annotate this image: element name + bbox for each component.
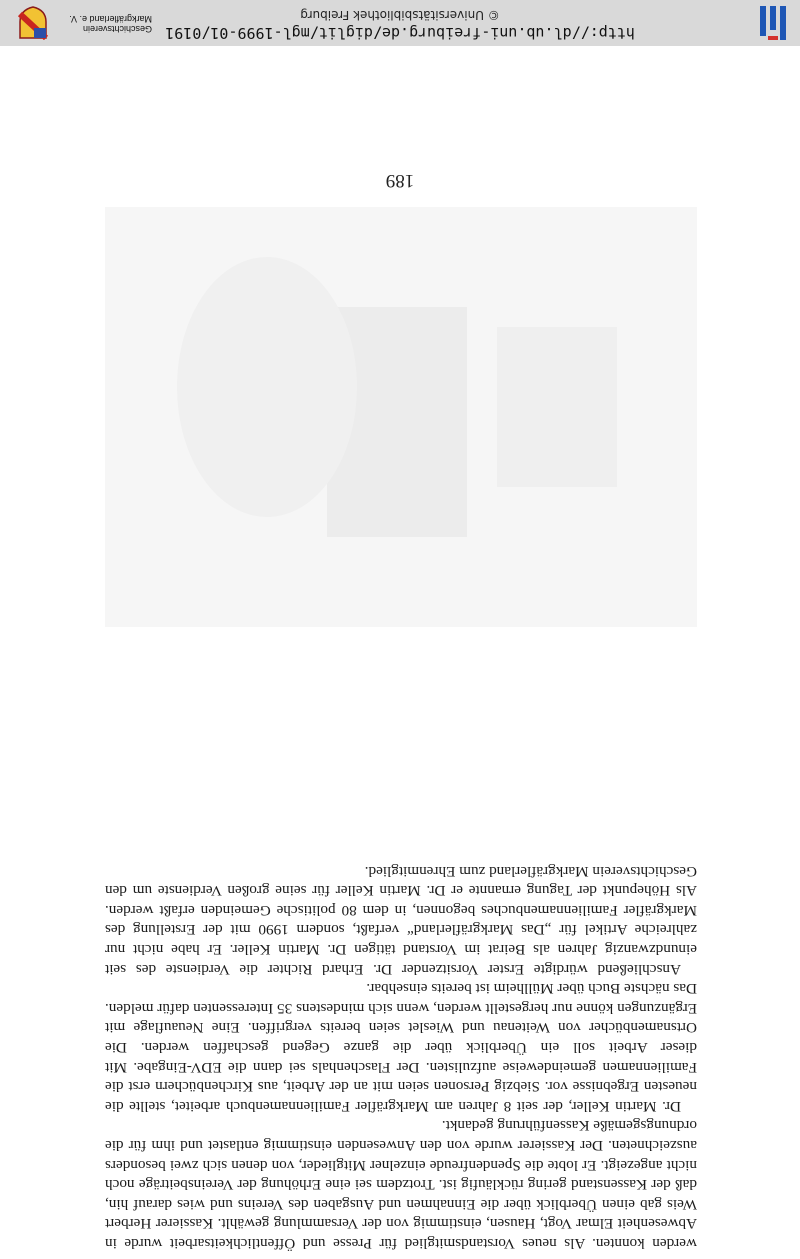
paragraph: werden konnten. Als neues Vorstandsmitglied für Presse und Öffentlichkeitsarbeit wurde in Abwesenheit Elmar Vogt, Hausen, einstimmig von der Versammlung gewählt. Kassierer Herbert Weis gab einen Überblick über die Einnahmen und Ausgaben des Vereins und wies darauf hin, daß der Kassenstand gering rückläufig ist. Trotzdem sei eine Erhöhung der Vereinsbeiträge noch nicht angezeigt. Er lobte die Spendenfreude einzelner Mitglieder, von denen sich zwei besonders auszeichneten. Der Kassierer wurde von den Anwesenden einstimmig entlastet und ihm für die ordnungsgemäße Kassenführung gedankt.: [105, 1117, 697, 1252]
faded-photo: [105, 207, 697, 627]
page-number: 189: [385, 170, 415, 191]
copyright-notice: © Universitätsbibliothek Freiburg: [300, 8, 500, 22]
society-crest-icon: [18, 6, 48, 40]
document-url-link[interactable]: http://dl.ub.uni-freiburg.de/diglit/mgl-1999-01/0191: [165, 24, 635, 42]
body-text: [105, 861, 697, 1253]
paragraph: Anschließend würdigte Erster Vorsitzender Dr. Erhard Richter die Verdienste des seit einundzwanzig Jahren als Beirat im Vorstand tätigen Dr. Martin Keller. Er habe nicht nur zahlreiche Artikel für „Das Markgräflerland“ verfaßt, sondern 1990 mit der Erstellung des Markgräfler Familiennamenbuches begonnen, in dem 80 politische Gemeinden erfaßt werden. Als Höhepunkt der Tagung ernannte er Dr. Martin Keller für seine großen Verdienste um den Geschichtsverein Markgräflerland zum Ehrenmitglied.: [105, 862, 697, 978]
society-name: Geschichtsverein Markgräflerland e. V.: [69, 14, 152, 34]
photo-ghost-icon: [105, 207, 697, 627]
paragraph: Dr. Martin Keller, der seit 8 Jahren am Markgräfler Familiennamenbuch arbeitet, stellte die neuesten Ergebnisse vor. Siebzig Personen seien mit an der Arbeit, aus Kirchenbüchern erst die Familiennamen gemeindeweise aufzulisten. Der Flaschenhals sei dann die EDV-Eingabe. Mit dieser Arbeit soll ein Überblick über die ganze Gegend geschaffen werden. Die Ortsnamenbücher von Weitenau und Wieslet seien bereits vergriffen. Eine Neuauflage mit Ergänzungen könne nur hergestellt werden, wenn sich mindestens 35 Interessenten dafür melden. Das nächste Buch über Müllheim ist bereits einsehbar.: [105, 980, 697, 1115]
header-band: [0, 0, 800, 46]
